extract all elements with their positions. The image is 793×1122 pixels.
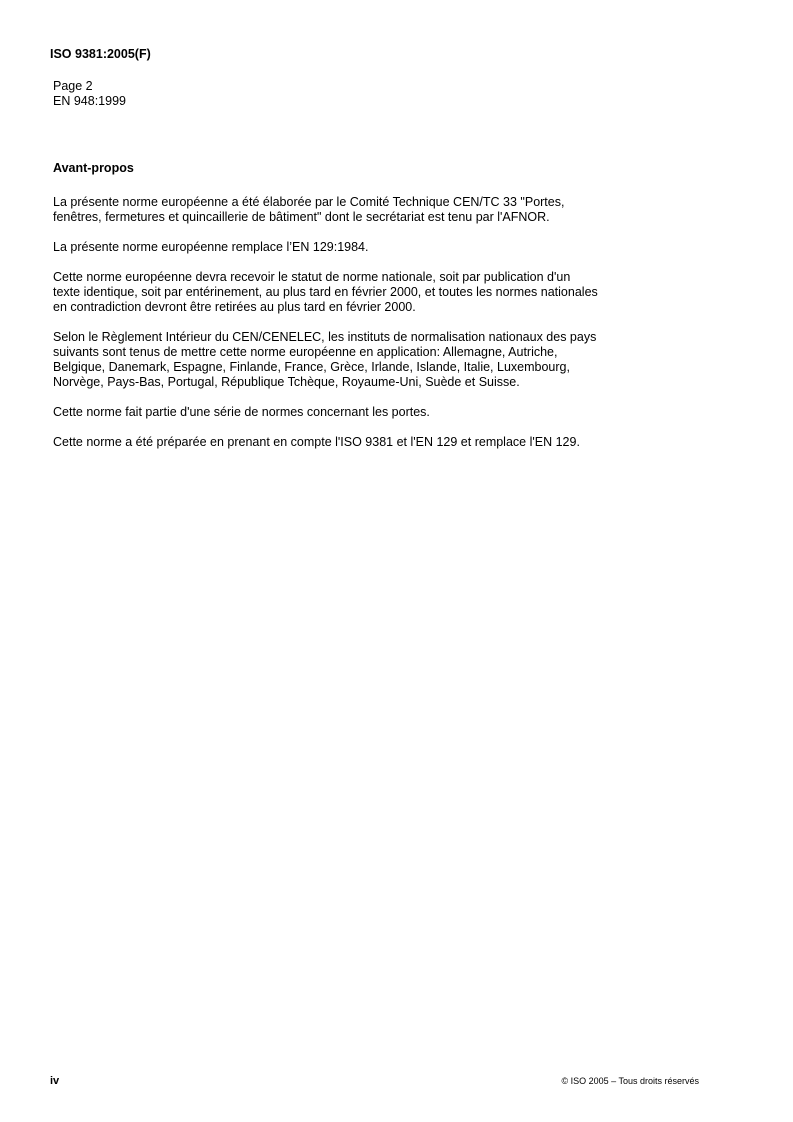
page-number: iv [50,1075,60,1087]
document-code: ISO 9381:2005(F) [50,47,151,61]
paragraph: Cette norme fait partie d'une série de normes concernant les portes. [53,405,430,419]
paragraph: La présente norme européenne remplace l’EN 129:1984. [53,240,369,254]
reference-block [53,79,126,109]
paragraph: Cette norme a été préparée en prenant en compte l'ISO 9381 et l'EN 129 et remplace l'EN 129. [53,435,580,449]
paragraph: Selon le Règlement Intérieur du CEN/CENELEC, les instituts de normalisation nationaux des pays suivants sont tenus de mettre cette norme européenne en application: Allemagne, Autriche, Belgique, Danemark, Espagne, Finlande, France, Grèce, Irlande, Islande, Italie, Luxembourg, Norvège, Pays-Bas, Portugal, République Tchèque, Royaume-Uni, Suède et Suisse. [53,330,597,389]
section-heading: Avant-propos [53,161,134,175]
copyright-notice: © ISO 2005 – Tous droits réservés [561,1076,699,1086]
paragraph: Cette norme européenne devra recevoir le statut de norme nationale, soit par publication d'un texte identique, soit par entérinement, au plus tard en février 2000, et toutes les normes nationales en contradiction devront être retirées au plus tard en février 2000. [53,270,598,314]
paragraph: La présente norme européenne a été élaborée par le Comité Technique CEN/TC 33 "Portes, fenêtres, fermetures et quincaillerie de bâtiment" dont le secrétariat est tenu par l'AFNOR. [53,195,565,224]
en-reference: EN 948:1999 [53,94,126,108]
foreword-section [53,161,713,465]
page-label: Page 2 [53,79,93,93]
